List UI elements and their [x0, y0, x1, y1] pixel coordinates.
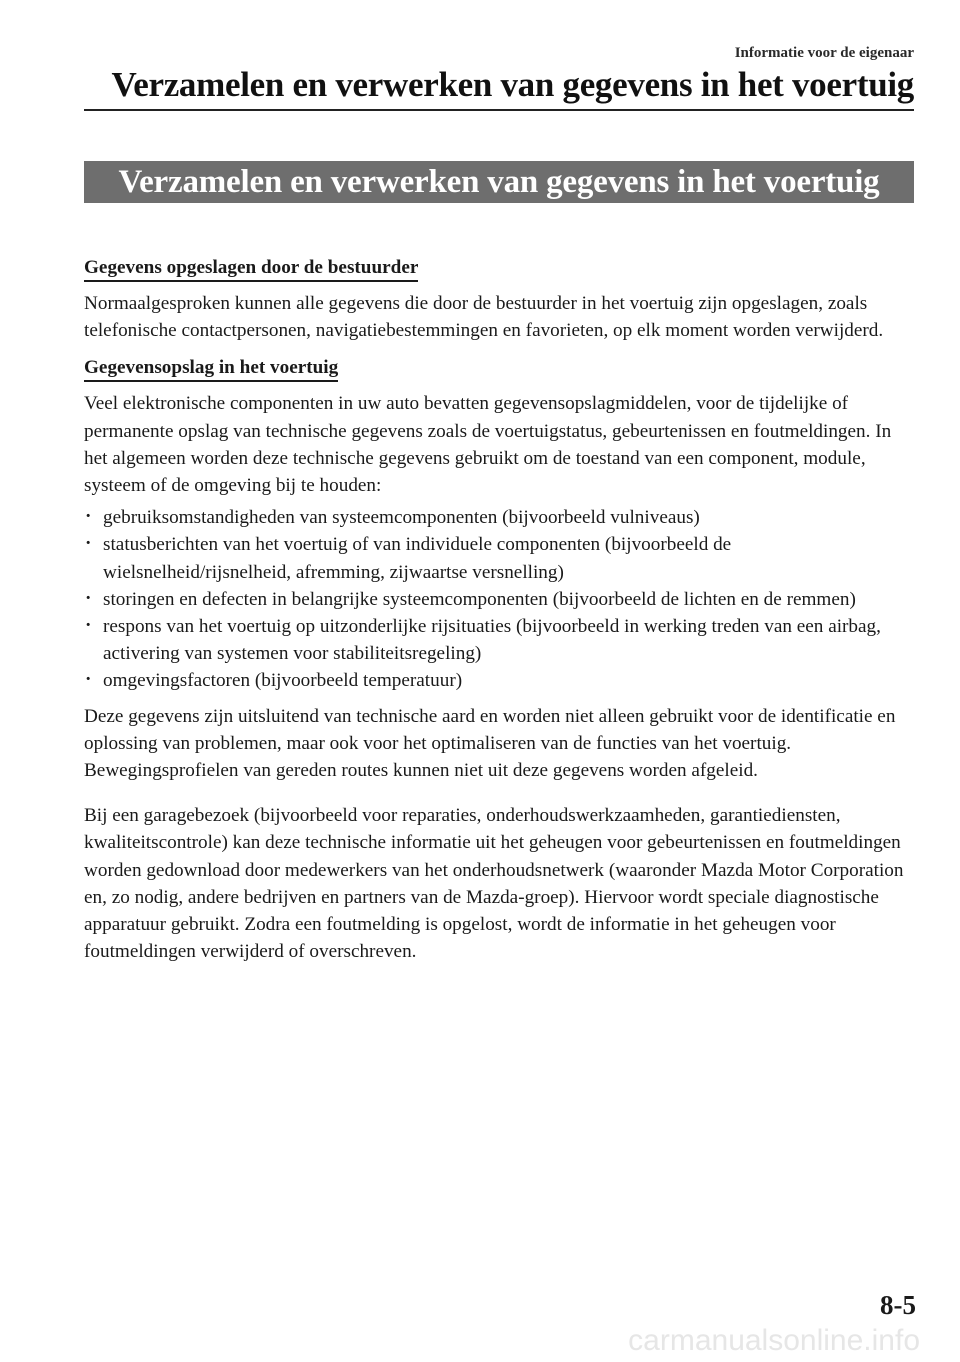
page-number: 8-5 [880, 1290, 916, 1320]
paragraph-garage-visit: Bij een garagebezoek (bijvoorbeeld voor reparaties, onderhoudswerkzaamheden, garantiediensten, kwaliteitscontrole) kan deze technische informatie uit het geheugen voor gebeurtenissen en foutmeldingen worden gedownload door medewerkers van het onderhoudsnetwerk (waaronder Mazda Motor Corporation en, zo nodig, andere bedrijven en partners van de Mazda-groep). Hiervoor wordt speciale diagnostische apparatuur gebruikt. Zodra een foutmelding is opgelost, wordt de informatie in het geheugen voor foutmeldingen verwijderd of overschreven. [84, 805, 904, 963]
list-item: · statusberichten van het voertuig of van individuele componenten (bijvoorbeeld de wielsnelheid/rijsnelheid, afremming, zijwaartse versnelling) [84, 531, 916, 585]
section-heading-driver-data: Gegevens opgeslagen door de bestuurder [84, 257, 418, 282]
paragraph-vehicle-storage: Veel elektronische componenten in uw auto bevatten gegevensopslagmiddelen, voor de tijdelijke of permanente opslag van technische gegevens zoals de voertuigstatus, gebeurtenissen en foutmeldingen. In het algemeen worden deze technische gegevens gebruikt om de toestand van een component, module, systeem of de omgeving bij te houden: [84, 393, 892, 497]
header-divider [84, 109, 914, 111]
list-item: · omgevingsfactoren (bijvoorbeeld temperatuur) [84, 667, 916, 694]
page-title: Verzamelen en verwerken van gegevens in het voertuig [84, 161, 914, 203]
list-item: · storingen en defecten in belangrijke systeemcomponenten (bijvoorbeeld de lichten en de remmen) [84, 586, 916, 613]
section-heading-vehicle-storage: Gegevensopslag in het voertuig [84, 357, 338, 382]
watermark: carmanualsonline.info [628, 1324, 920, 1357]
list-item: · respons van het voertuig op uitzonderlijke rijsituaties (bijvoorbeeld in werking treden van een airbag, activering van systemen voor stabiliteitsregeling) [84, 613, 916, 667]
running-header [84, 44, 914, 105]
running-chapter-title: Verzamelen en verwerken van gegevens in het voertuig [111, 65, 914, 104]
paragraph-technical-nature: Deze gegevens zijn uitsluitend van technische aard en worden niet alleen gebruikt voor de identificatie en oplossing van problemen, maar ook voor het optimaliseren van de functies van het voertuig. Bewegingsprofielen van gereden routes kunnen niet uit deze gegevens worden afgeleid. [84, 705, 896, 782]
bullet-list [84, 504, 916, 694]
main-content [84, 254, 916, 965]
section-heading-wrapper [84, 354, 916, 382]
running-section-label: Informatie voor de eigenaar [734, 45, 914, 61]
paragraph-driver-data: Normaalgesproken kunnen alle gegevens die door de bestuurder in het voertuig zijn opgeslagen, zoals telefonische contactpersonen, navigatiebestemmingen en favorieten, op elk moment worden verwijderd. [84, 293, 884, 342]
list-item: · gebruiksomstandigheden van systeemcomponenten (bijvoorbeeld vulniveaus) [84, 504, 916, 531]
section-heading-wrapper [84, 254, 916, 282]
